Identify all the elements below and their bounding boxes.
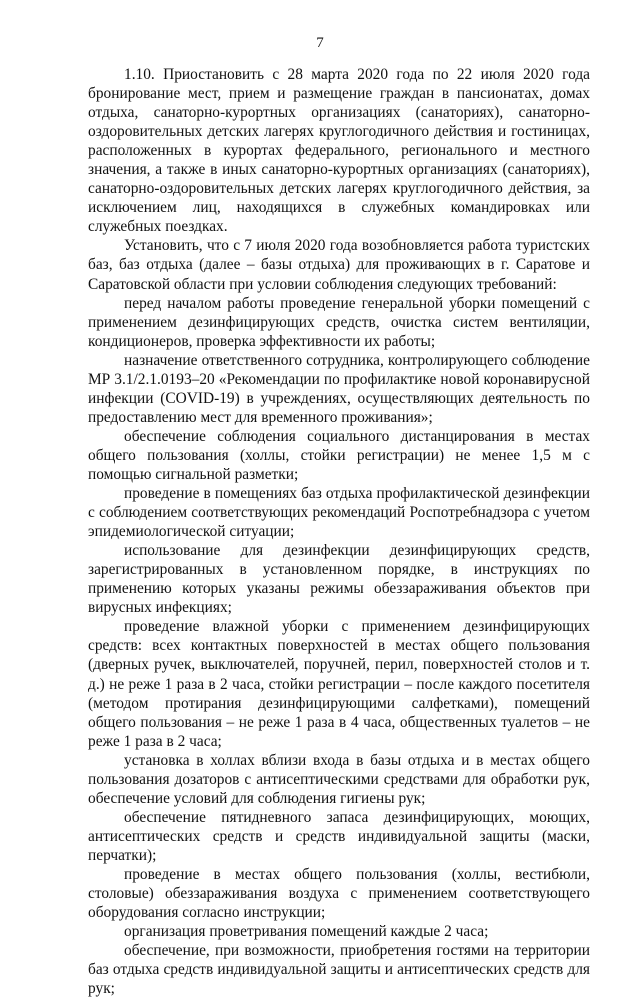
requirement-general-cleaning: перед началом работы проведение генеральной уборки помещений с применением дезинфицирующих средств, очистка систем вентиляции, кондиционеров, проверка эффективности их работы; xyxy=(88,294,590,350)
requirement-wet-cleaning: проведение влажной уборки с применением дезинфицирующих средств: всех контактных поверхностей в местах общего пользования (дверных ручек, выключателей, поручней, перил, поверхностей столов и т. д.) не реже 1 раза в 2 часа, стойки регистрации – после каждого посетителя (методом протирания дезинфицирующими салфетками), помещений общего пользования – не реже 1 раза в 4 часа, общественных туалетов – не реже 1 раза в 2 часа; xyxy=(88,618,590,750)
paragraph-tourist-bases-resume: Установить, что с 7 июля 2020 года возобновляется работа туристских баз, баз отдыха (далее – базы отдыха) для проживающих в г. Саратове и Саратовской области при условии соблюдения следующих требований: xyxy=(88,237,590,293)
requirement-preventive-disinfection: проведение в помещениях баз отдыха профилактической дезинфекции с соблюдением соответствующих рекомендаций Роспотребнадзора с учетом эпидемиологической ситуации; xyxy=(88,485,590,541)
requirement-registered-disinfectants: использование для дезинфекции дезинфицирующих средств, зарегистрированных в установленном порядке, в инструкциях по применению которых указаны режимы обеззараживания объектов при вирусных инфекциях; xyxy=(88,542,590,617)
requirement-antiseptic-dispensers: установка в холлах вблизи входа в базы отдыха и в местах общего пользования дозаторов с антисептическими средствами для обработки рук, обеспечение условий для соблюдения гигиены рук; xyxy=(88,751,590,807)
requirement-ppe-purchase: обеспечение, при возможности, приобретения гостями на территории баз отдыха средств индивидуальной защиты и антисептических средств для рук; xyxy=(88,942,590,998)
requirement-responsible-employee: назначение ответственного сотрудника, контролирующего соблюдение МР 3.1/2.1.0193–20 «Рекомендации по профилактике новой коронавирусной инфекции (COVID-19) в учреждениях, осуществляющих деятельность по предоставлению мест для временного проживания»; xyxy=(88,351,590,426)
document-body xyxy=(88,65,590,998)
requirement-ventilation: организация проветривания помещений каждые 2 часа; xyxy=(124,923,489,941)
paragraph-1-10-suspension: 1.10. Приостановить с 28 марта 2020 года по 22 июля 2020 года бронирование мест, прием и размещение граждан в пансионатах, домах отдыха, санаторно-курортных организациях (санаториях), санаторно-оздоровительных детских лагерях круглогодичного действия и гостиницах, расположенных в курортах федерального, регионального и местного значения, а также в иных санаторно-курортных организациях (санаториях), санаторно-оздоровительных детских лагерях круглогодичного действия, за исключением лиц, находящихся в служебных командировках или служебных поездках. xyxy=(88,66,590,236)
requirement-air-disinfection: проведение в местах общего пользования (холлы, вестибюли, столовые) обеззараживания воздуха с применением соответствующего оборудования согласно инструкции; xyxy=(88,865,590,922)
requirement-social-distancing: обеспечение соблюдения социального дистанцирования в местах общего пользования (холлы, стойки регистрации) не менее 1,5 м с помощью сигнальной разметки; xyxy=(88,427,590,483)
requirement-five-day-supply: обеспечение пятидневного запаса дезинфицирующих, моющих, антисептических средств и средств индивидуальной защиты (маски, перчатки); xyxy=(88,808,590,864)
page-number: 7 xyxy=(316,35,324,51)
